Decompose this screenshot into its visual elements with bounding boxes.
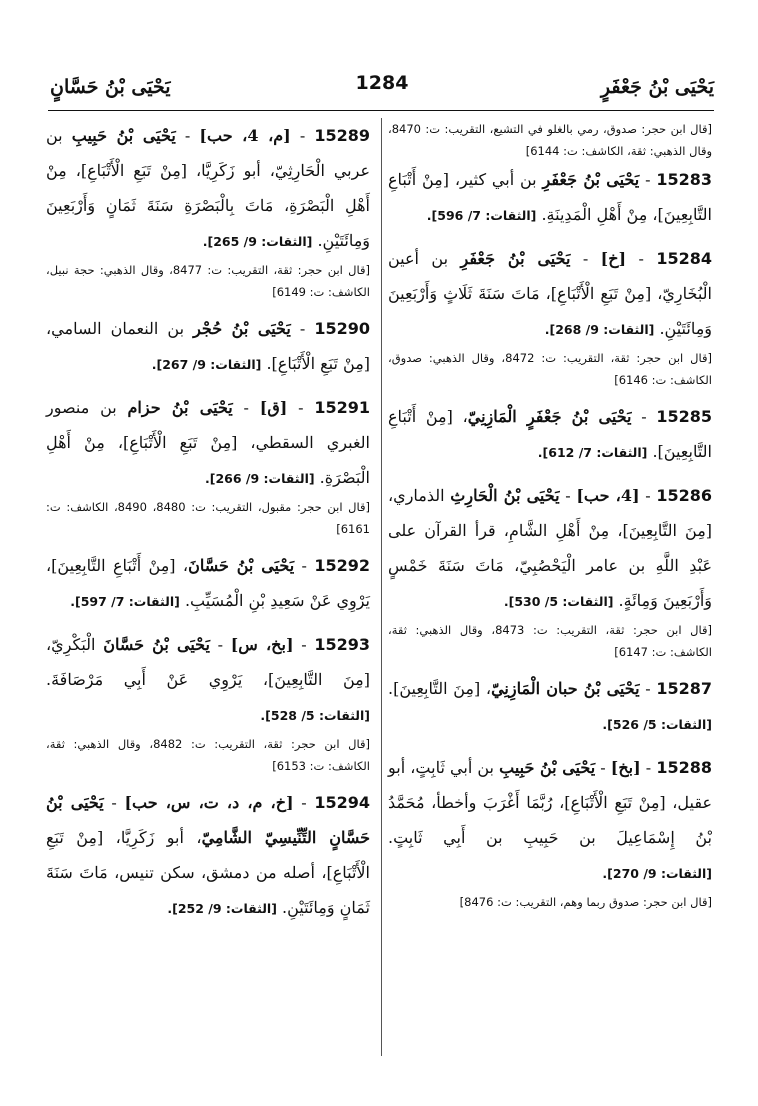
entry-text: 15283 - يَحْيَى بْنُ جَعْفَرِ بن أبي كثير، [مِنْ أَتْبَاعِ التَّابِعِينَ]، مِنْ أَهْلِ الْمَدِينَةِ. [الثقات: 7/ 596]. — [388, 170, 713, 224]
entry-body: ، [مِنْ أَتْبَاعِ التَّابِعِينَ]. — [388, 407, 712, 461]
entry-name: يَحْيَى بْنُ حبان الْمَازِنِيّ — [491, 679, 640, 698]
entry-name: يَحْيَى بْنُ حزام — [127, 398, 233, 417]
entry-note: [قال ابن حجر: ثقة، التقريب: ت: 8482، وقال الذهبي: ثقة، الكاشف: ت: 6153] — [46, 737, 370, 773]
thiqat-reference: [الثقات: 5/ 530]. — [503, 594, 614, 609]
running-head — [50, 72, 714, 108]
entry-number: 15286 — [656, 486, 713, 505]
entry-text: 15294 - [خ، م، د، ت، س، حب] - يَحْيَى بْنُ حَسَّانٍ التِّنِّيسِيّ الشَّامِيّ، أبو زَكَرِيَّا، [مِنْ تَبَعِ الْأَتْبَاعِ]، أصله من دمشق، سكن تنيس، مَاتَ سَنَةَ ثَمَانٍ وَمِائَتَيْنِ. [الثقات: 9/ 252]. — [46, 793, 371, 917]
entry — [46, 118, 370, 303]
entry-number: 15291 — [314, 398, 371, 417]
entry-body: الذماري، [مِنَ التَّابِعِينَ]، مِنْ أَهْلِ الشَّامِ، قرأ القرآن على عَبْدِ اللَّهِ بن عامر الْيَحْصُبِيّ، مَاتَ سَنَةَ خَمْسٍ وَأَرْبَعِينَ وَمِائَةٍ. — [388, 486, 712, 610]
entry-body: بن أعين الْبُخَارِيّ، [مِنْ تَبَعِ الْأَتْبَاعِ]، مَاتَ سَنَةَ ثَلَاثٍ وَأَرْبَعِينَ وَمِائَتَيْنِ. — [388, 249, 712, 338]
entry — [388, 162, 712, 233]
entry-text: 15288 - [بخ] - يَحْيَى بْنُ حَبِيبِ بن أبي ثَابِتٍ، أبو عقيل، [مِنْ تَبَعِ الْأَتْبَاعِ]، رُبَّمَا أَغْرَبَ وأخطأ، مُحَمَّدُ بْنُ إِسْمَاعِيلَ بن حَبِيبِ بن أَبِي ثَابِتٍ. [الثقات: 9/ 270]. — [388, 758, 712, 881]
left-column — [46, 118, 370, 934]
entry — [388, 399, 712, 470]
entry-name: يَحْيَى بْنُ حَسَّانٍ التِّنِّيسِيّ الشَّامِيّ — [46, 793, 370, 847]
entry-name: يَحْيَى بْنُ جَعْفَرِ — [460, 249, 571, 268]
entry-name: يَحْيَى بْنُ حَبِيبِ — [499, 758, 596, 777]
entry — [388, 241, 712, 391]
entry-note: [قال ابن حجر: صدوق ربما وهم، التقريب: ت: 8476] — [459, 895, 712, 909]
entry — [388, 750, 712, 913]
thiqat-reference: [الثقات: 9/ 265]. — [202, 234, 313, 249]
thiqat-reference: [الثقات: 5/ 528]. — [260, 708, 370, 723]
entry-note: [قال ابن حجر: ثقة، التقريب: ت: 8472، وقال الذهبي: صدوق، الكاشف: ت: 6146] — [388, 351, 712, 387]
entry-body: بن أبي ثَابِتٍ، أبو عقيل، [مِنْ تَبَعِ الْأَتْبَاعِ]، رُبَّمَا أَغْرَبَ وأخطأ، مُحَمَّدُ بْنُ إِسْمَاعِيلَ بن حَبِيبِ بن أَبِي ثَابِتٍ. — [388, 758, 712, 847]
entry-body: بن عربي الْحَارِثِيّ، أبو زَكَرِيَّا، [مِنْ تَبَعِ الْأَتْبَاعِ]، مِنْ أَهْلِ الْبَصْرَةِ، مَاتَ بِالْبَصْرَةِ سَنَةَ ثَمَانٍ وَأَرْبَعِينَ وَمِائَتَيْنِ. — [46, 126, 370, 250]
entry-code: [خ، م، د، ت، س، حب] — [124, 793, 294, 812]
entry-text: 15292 - يَحْيَى بْنُ حَسَّانَ، [مِنْ أَتْبَاعِ التَّابِعِينَ]، يَرْوِي عَنْ سَعِيدِ بْنِ الْمُسَيِّبِ. [الثقات: 7/ 597]. — [46, 556, 371, 610]
entry-name: يَحْيَى بْنُ حُجْر — [193, 319, 291, 338]
entry — [388, 478, 712, 663]
entry-code: [خ] — [600, 249, 627, 268]
entry-text: 15291 - [ق] - يَحْيَى بْنُ حزام بن منصور الغبري السقطي، [مِنْ تَبَعِ الْأَتْبَاعِ]، مِنْ أَهْلِ الْبَصْرَةِ. [الثقات: 9/ 266]. — [46, 398, 371, 487]
entry-text: 15293 - [بخ، س] - يَحْيَى بْنُ حَسَّانَ الْبَكْرِيّ، [مِنَ التَّابِعِينَ]، يَرْوِي عَنْ أَبِي مَرْصَافَةَ. [الثقات: 5/ 528]. — [46, 635, 370, 723]
thiqat-reference: [الثقات: 9/ 267]. — [151, 357, 262, 372]
thiqat-reference: [الثقات: 7/ 612]. — [537, 445, 648, 460]
entry — [46, 548, 370, 619]
entry-text: 15290 - يَحْيَى بْنُ حُجْر بن النعمان السامي، [مِنْ تَبَعِ الْأَتْبَاعِ]. [الثقات: 9/ 267]. — [46, 319, 371, 373]
page-number: 1284 — [355, 72, 409, 94]
entry-name: يَحْيَى بْنُ جَعْفَرٍ الْمَازِنِيّ — [467, 407, 632, 426]
entry-number: 15284 — [656, 249, 713, 268]
thiqat-reference: [الثقات: 9/ 270]. — [602, 866, 712, 881]
entry-number: 15294 — [314, 793, 371, 812]
entry — [46, 311, 370, 382]
right-column — [388, 118, 712, 921]
entry-body: بن النعمان السامي، [مِنْ تَبَعِ الْأَتْبَاعِ]. — [46, 319, 370, 373]
entry-number: 15288 — [656, 758, 712, 777]
entry-name: يَحْيَى بْنُ حَبِيبِ — [71, 126, 176, 145]
entry-number: 15283 — [656, 170, 713, 189]
header-rule — [48, 110, 714, 111]
entry-code: [ق] — [259, 398, 288, 417]
thiqat-reference: [الثقات: 5/ 526]. — [602, 717, 712, 732]
entry-body: بن منصور الغبري السقطي، [مِنْ تَبَعِ الْأَتْبَاعِ]، مِنْ أَهْلِ الْبَصْرَةِ. — [46, 398, 370, 487]
entry-body: بن أبي كثير، [مِنْ أَتْبَاعِ التَّابِعِينَ]، مِنْ أَهْلِ الْمَدِينَةِ. — [388, 170, 712, 224]
entry-number: 15289 — [314, 126, 371, 145]
entry-number: 15287 — [656, 679, 713, 698]
entry-number: 15290 — [314, 319, 371, 338]
entry-text: 15286 - [4، حب] - يَحْيَى بْنُ الْحَارِثِ الذماري، [مِنَ التَّابِعِينَ]، مِنْ أَهْلِ الشَّامِ، قرأ القرآن على عَبْدِ اللَّهِ بن عامر الْيَحْصُبِيّ، مَاتَ سَنَةَ خَمْسٍ وَأَرْبَعِينَ وَمِائَةٍ. [الثقات: 5/ 530]. — [388, 486, 713, 610]
entry-note: [قال ابن حجر: مقبول، التقريب: ت: 8480، 8490، الكاشف: ت: 6161] — [46, 500, 370, 536]
entry-note: [قال ابن حجر: ثقة، التقريب: ت: 8473، وقال الذهبي: ثقة، الكاشف: ت: 6147] — [388, 623, 712, 659]
entry-text: 15287 - يَحْيَى بْنُ حبان الْمَازِنِيّ، [مِنَ التَّابِعِينَ]. [الثقات: 5/ 526]. — [388, 679, 713, 732]
entry-text: 15284 - [خ] - يَحْيَى بْنُ جَعْفَرِ بن أعين الْبُخَارِيّ، [مِنْ تَبَعِ الْأَتْبَاعِ]، مَاتَ سَنَةَ ثَلَاثٍ وَأَرْبَعِينَ وَمِائَتَيْنِ. [الثقات: 9/ 268]. — [388, 249, 713, 338]
column-divider — [381, 118, 382, 1056]
entry — [46, 627, 370, 777]
thiqat-reference: [الثقات: 9/ 252]. — [167, 901, 277, 916]
entry — [46, 390, 370, 540]
entry-name: يَحْيَى بْنُ حَسَّانَ — [103, 635, 210, 654]
entry — [46, 785, 370, 926]
entry-body: ، [مِنْ أَتْبَاعِ التَّابِعِينَ]، يَرْوِي عَنْ سَعِيدِ بْنِ الْمُسَيِّبِ. — [46, 556, 370, 610]
entry-code: [4، حب] — [576, 486, 640, 505]
entry-name: يَحْيَى بْنُ جَعْفَرِ — [542, 170, 640, 189]
entry-text: 15285 - يَحْيَى بْنُ جَعْفَرٍ الْمَازِنِيّ، [مِنْ أَتْبَاعِ التَّابِعِينَ]. [الثقات: 7/ 612]. — [388, 407, 712, 461]
entry-note: [قال ابن حجر: ثقة، التقريب: ت: 8477، وقال الذهبي: حجة نبيل، الكاشف: ت: 6149] — [46, 263, 370, 299]
entry-body: ، [مِنَ التَّابِعِينَ]. — [388, 679, 492, 698]
continued-note: [قال ابن حجر: صدوق، رمي بالغلو في التشيع، التقريب: ت: 8470، وقال الذهبي: ثقة، الكاشف: ت: 6144] — [388, 122, 712, 158]
entry-number: 15292 — [314, 556, 371, 575]
entry-code: [بخ] — [610, 758, 641, 777]
entry-text: 15289 - [م، 4، حب] - يَحْيَى بْنُ حَبِيبِ بن عربي الْحَارِثِيّ، أبو زَكَرِيَّا، [مِنْ تَبَعِ الْأَتْبَاعِ]، مِنْ أَهْلِ الْبَصْرَةِ، مَاتَ بِالْبَصْرَةِ سَنَةَ ثَمَانٍ وَأَرْبَعِينَ وَمِائَتَيْنِ. [الثقات: 9/ 265]. — [46, 126, 371, 250]
entry-code: [م، 4، حب] — [199, 126, 291, 145]
entry-code: [بخ، س] — [230, 635, 294, 654]
thiqat-reference: [الثقات: 7/ 597]. — [70, 594, 180, 609]
entry-name: يَحْيَى بْنُ حَسَّانَ — [188, 556, 295, 575]
thiqat-reference: [الثقات: 7/ 596]. — [426, 208, 537, 223]
entry — [388, 671, 712, 742]
entry-body: ، أبو زَكَرِيَّا، [مِنْ تَبَعِ الْأَتْبَاعِ]، أصله من دمشق، سكن تنيس، مَاتَ سَنَةَ ثَمَانٍ وَمِائَتَيْنِ. — [46, 828, 370, 917]
entry-number: 15285 — [656, 407, 712, 426]
running-head-left-title: يَحْيَى بْنُ حَسَّانٍ — [50, 76, 171, 98]
entry-body: الْبَكْرِيّ، [مِنَ التَّابِعِينَ]، يَرْوِي عَنْ أَبِي مَرْصَافَةَ. — [46, 635, 370, 689]
entry-name: يَحْيَى بْنُ الْحَارِثِ — [450, 486, 560, 505]
thiqat-reference: [الثقات: 9/ 268]. — [544, 322, 655, 337]
entry-number: 15293 — [314, 635, 370, 654]
thiqat-reference: [الثقات: 9/ 266]. — [204, 471, 315, 486]
running-head-right-title: يَحْيَى بْنُ جَعْفَرٍ — [600, 76, 714, 98]
